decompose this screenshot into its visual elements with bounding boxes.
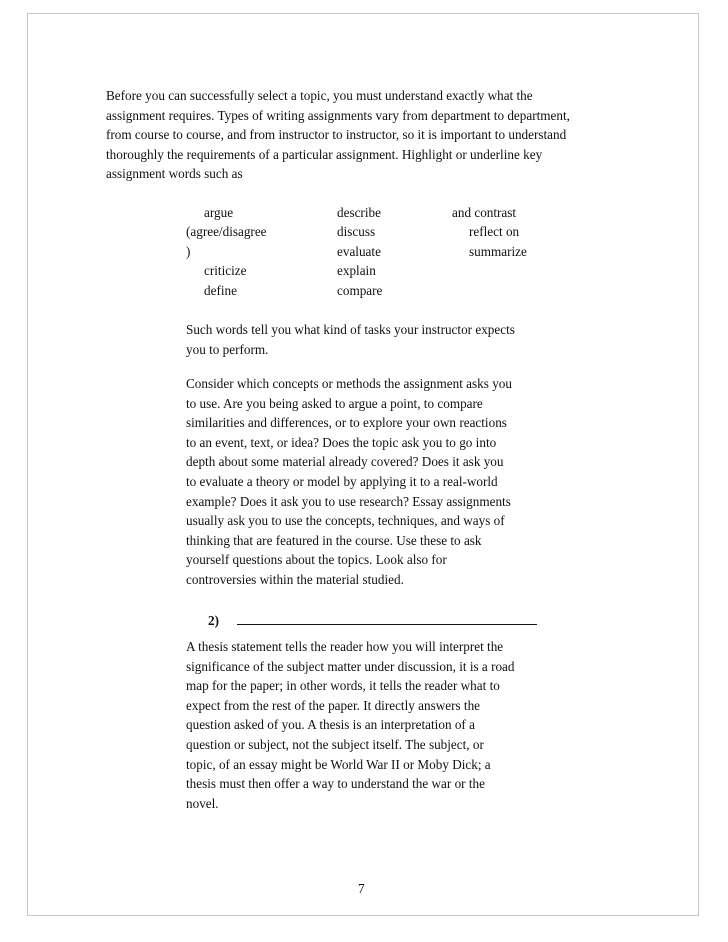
intro-line: thoroughly the requirements of a particular assignment. Highlight or underline key [106, 146, 543, 162]
thesis-line: question or subject, not the subject itself. The subject, or [186, 736, 484, 752]
keyword: evaluate [337, 244, 381, 259]
thesis-line: topic, of an essay might be World War II or Moby Dick; a [186, 756, 491, 772]
tasks-line: you to perform. [186, 341, 269, 357]
thesis-line: A thesis statement tells the reader how you will interpret the [186, 639, 504, 654]
thesis-paragraph [186, 637, 515, 813]
tasks-paragraph [186, 320, 515, 359]
thesis-line: question asked of you. A thesis is an interpretation of a [186, 717, 475, 733]
intro-line: Before you can successfully select a topic, you must understand exactly what the [106, 88, 533, 103]
thesis-line: thesis must then offer a way to understand the war or the [186, 776, 485, 792]
concepts-line: example? Does it ask you to use research? Essay assignments [186, 493, 511, 509]
keyword: reflect on [469, 224, 520, 239]
concepts-line: similarities and differences, or to explore your own reactions [186, 415, 507, 431]
thesis-line: map for the paper; in other words, it tells the reader what to [186, 678, 500, 694]
keyword: ) [186, 244, 191, 259]
concepts-line: to evaluate a theory or model by applying it to a real-world [186, 473, 498, 489]
concepts-line: depth about some material already covered? Does it ask you [186, 454, 504, 470]
concepts-line: yourself questions about the topics. Look also for [186, 552, 447, 568]
concepts-line: usually ask you to use the concepts, techniques, and ways of [186, 513, 505, 529]
document-page [27, 13, 699, 916]
keyword: define [204, 283, 237, 298]
keyword: argue [204, 205, 234, 220]
intro-paragraph [106, 86, 570, 184]
tasks-line: Such words tell you what kind of tasks your instructor expects [186, 322, 515, 337]
concepts-paragraph [186, 374, 512, 590]
concepts-line: thinking that are featured in the course. Use these to ask [186, 532, 482, 548]
concepts-line: to an event, text, or idea? Does the topic ask you to go into [186, 434, 497, 450]
concepts-line: to use. Are you being asked to argue a point, to compare [186, 395, 483, 411]
intro-line: from course to course, and from instructor to instructor, so it is important to understand [106, 127, 567, 143]
blank-underline [237, 612, 537, 625]
keyword: compare [337, 283, 383, 298]
thesis-line: significance of the subject matter under discussion, it is a road [186, 658, 515, 674]
thesis-line: expect from the rest of the paper. It directly answers the [186, 697, 481, 713]
keyword: discuss [337, 224, 376, 239]
page-number: 7 [358, 881, 365, 896]
section-number: 2) [208, 613, 219, 628]
concepts-line: controversies within the material studied. [186, 571, 404, 587]
keyword: criticize [204, 263, 247, 278]
keyword: (agree/disagree [186, 224, 267, 239]
intro-line: assignment requires. Types of writing assignments vary from department to department, [106, 107, 570, 123]
section-2-heading [208, 611, 537, 631]
keyword: explain [337, 263, 376, 278]
keyword: and contrast [452, 205, 517, 220]
intro-line: assignment words such as [106, 166, 243, 182]
keyword: summarize [469, 244, 527, 259]
thesis-line: novel. [186, 795, 219, 811]
concepts-line: Consider which concepts or methods the assignment asks you [186, 376, 512, 391]
keyword: describe [337, 205, 381, 220]
